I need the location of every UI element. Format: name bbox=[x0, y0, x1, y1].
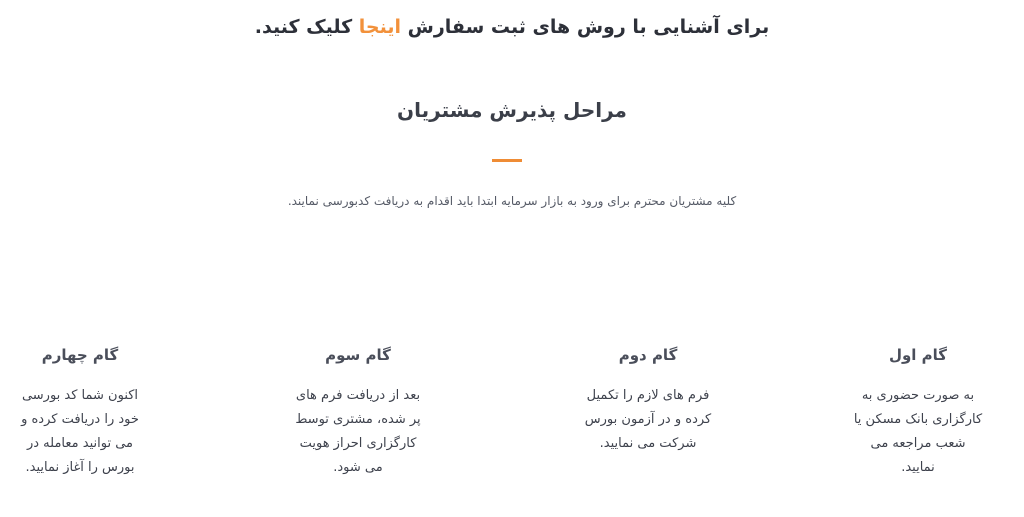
step-card-1 bbox=[818, 340, 1018, 480]
step-text: فرم های لازم را تکمیل کرده و در آزمون بورس شرکت می نمایید. bbox=[584, 388, 712, 451]
step-text: بعد از دریافت فرم های پر شده، مشتری توسط کارگزاری احراز هویت می شود. bbox=[295, 388, 421, 475]
banner-text-before: برای آشنایی با روش های ثبت سفارش bbox=[407, 16, 770, 38]
section-title: مراحل پذیرش مشتریان bbox=[397, 98, 627, 122]
banner-here-link[interactable]: اینجا bbox=[358, 16, 401, 38]
banner-text-after: کلیک کنید. bbox=[254, 16, 353, 38]
step-card-2 bbox=[548, 340, 748, 456]
order-methods-banner bbox=[0, 16, 1024, 38]
steps-row bbox=[0, 340, 1024, 500]
step-title: گام سوم bbox=[325, 346, 391, 364]
step-text: اکنون شما کد بورسی خود را دریافت کرده و می توانید معامله در بورس را آغاز نمایید. bbox=[21, 388, 139, 475]
section-description: کلیه مشتریان محترم برای ورود به بازار سرمایه ابتدا باید اقدام به دریافت کدبورسی نمایند. bbox=[287, 194, 737, 208]
step-title: گام چهارم bbox=[41, 346, 119, 364]
step-text: به صورت حضوری به کارگزاری بانک مسکن یا شعب مراجعه می نمایید. bbox=[853, 388, 983, 475]
step-card-3 bbox=[258, 340, 458, 480]
step-title: گام دوم bbox=[618, 346, 678, 364]
title-underline-divider bbox=[492, 159, 522, 162]
step-card-4 bbox=[0, 340, 180, 480]
step-title: گام اول bbox=[888, 346, 948, 364]
